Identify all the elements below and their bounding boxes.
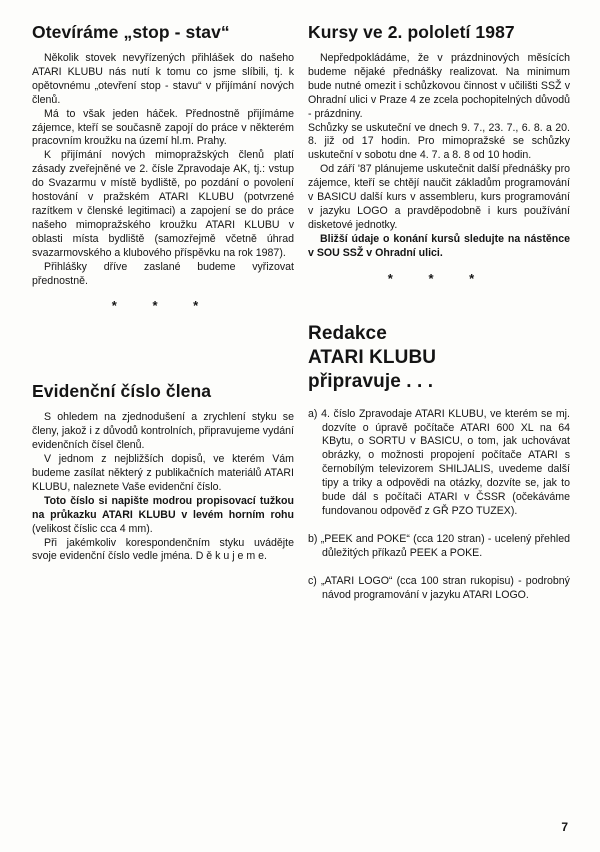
list-item-a-marker: a) [308,407,322,420]
list-item-b-marker: b) [308,532,321,545]
stop-stav-paragraph-2: Má to však jeden háček. Přednostně přijímáme zájemce, kteří se současně zapojí do práce v některém pracovním kroužku na území hl.m. Prahy. [32,107,294,148]
kursy-paragraph-3: Od září '87 plánujeme uskutečnit další přednášky pro zájemce, kteří se chtějí naučit základům programování v BASICU další kurs v assembleru, kurs programování v jazyku LOGO a pravděpodobně i kurs používání disketové jednotky. [308,163,570,231]
kursy-paragraph-2: Schůzky se uskuteční ve dnech 9. 7., 23. 7., 6. 8. a 20. 8. již od 17 hodin. Pro mimopražské se schůzky uskuteční v sobotu dne 4. 7. a 8. 8 od 10 hodin. [308,121,570,162]
heading-redakce-line-2: ATARI KLUBU [308,346,437,368]
heading-kursy: Kursy ve 2. pololetí 1987 [308,22,515,42]
evidencni-paragraph-3 [32,495,294,537]
heading-evidencni-cislo: Evidenční číslo člena [32,381,212,402]
heading-stop-stav: Otevíráme „stop - stav“ [32,22,230,42]
right-column [308,22,570,602]
left-column [32,22,294,564]
list-item-c [308,575,570,603]
kursy-paragraph-4: Bližší údaje o konání kursů sledujte na nástěnce v SOU SSŽ v Ohradní ulici. [308,232,570,259]
list-item-c-marker: c) [308,574,321,587]
heading-redakce [308,322,570,394]
stop-stav-paragraph-3: K přijímání nových mimopražských členů platí zásady zveřejněné ve 2. čísle Zpravodaje AK, tj.: vstup do Svazarmu v místě bydliště, po pozdání o povolení hostování v pražském ATARI KLUBU (potvrzené razítkem v členské legitimaci) a zapojení se do práce našeho mimopražského kroužku ATARI KLUBU v oblasti místa bydliště (samozřejmě včetně úhrad svazarmovského a klubového příspěvku na rok 1987). [32,149,294,259]
page-number: 7 [561,820,568,834]
heading-redakce-line-3: připravuje . . . [308,370,434,392]
evidencni-paragraph-1: S ohledem na zjednodušení a zrychlení styku se členy, jakož i z důvodů kontrolních, připravujeme vydání evidenčních čísel členů. [32,411,294,452]
evidencni-paragraph-2: V jednom z nejbližších dopisů, ve kterém Vám budeme zasílat některý z publikačních materiálů ATARI KLUBU, naleznete Vaše evidenční číslo. [32,453,294,493]
kursy-paragraph-1: Nepředpokládáme, že v prázdninových měsících budeme nějaké přednášky realizovat. Na minimum bude nutné omezit i schůzkovou činnost v učilišti SSŽ v Ohradní ulici v Praze 4 ze zcela pochopitelných důvodů - prázdniny. [308,52,570,120]
list-item-c-text: „ATARI LOGO“ (cca 100 stran rukopisu) - podrobný návod programování v jazyku ATARI LOGO. [321,574,570,601]
evidencni-paragraph-4: Při jakémkoliv korespondenčním styku uvádějte svoje evidenční číslo vedle jména. D ě k u j e m e. [32,536,294,563]
stop-stav-paragraph-1: Několik stovek nevyřízených přihlášek do našeho ATARI KLUBU nás nutí k tomu co jsme slíbili, tj. k opětovnému „otevření stop - stavu“ v přijímání nových členů. [32,52,294,106]
list-item-a-text: 4. číslo Zpravodaje ATARI KLUBU, ve kterém se mj. dozvíte o úpravě počítače ATARI 600 XL na 64 KBytu, o SORTU v BASICU, o tom, jak uchovávat obrázky, o možnosti propojení počítače ATARI s černobílým televizorem SHILJALIS, uvedeme další tipy a triky a odpovědi na otázky, dozvíte se, jak to bude dál s počítači ATARI v ČSSR (očekáváme fundovanou odpověď z GŘ PZO TUZEX). [321,407,570,517]
stop-stav-paragraph-4: Přihlášky dříve zaslané budeme vyřizovat přednostně. [32,260,294,287]
section-divider-stars: * * * [111,298,215,314]
list-item-b-text: „PEEK and POKE“ (cca 120 stran) - ucelený přehled důležitých příkazů PEEK a POKE. [320,532,570,559]
list-item-b [308,533,570,561]
section-divider-stars: * * * [387,270,491,286]
heading-redakce-line-1: Redakce [308,322,387,344]
evidencni-instruction-rest: (velikost číslic cca 4 mm). [32,522,153,535]
evidencni-instruction-bold: Toto číslo si napište modrou propisovací tužkou na průkazku ATARI KLUBU v levém horním rohu [32,494,294,521]
list-item-a [308,408,570,519]
